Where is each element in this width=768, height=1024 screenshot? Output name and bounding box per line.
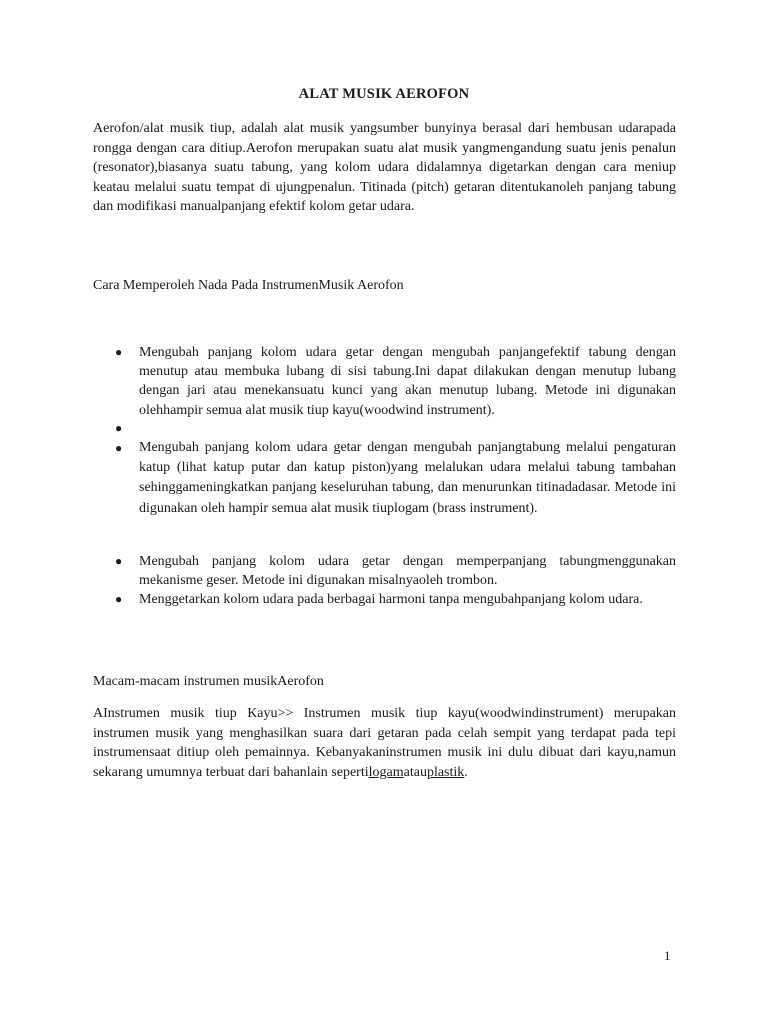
list-item [113, 552, 676, 590]
document-title: ALAT MUSIK AEROFON [298, 86, 470, 102]
sentence-period: . [464, 764, 468, 780]
section-heading-cara-memperoleh-nada: Cara Memperoleh Nada Pada InstrumenMusik Aerofon [93, 278, 404, 293]
bullet-text: Mengubah panjang kolom udara getar dengan mengubah panjangtabung melalui pengaturan katup (lihat katup putar dan katup piston)yang melalukan udara melalui tabung tambahan sehinggameningkatkan panjang keseluruhan tabung, dan menurunkan titinadadasar. Metode ini digunakan oleh hampir semua alat musik tiuplogam (brass instrument). [139, 440, 676, 516]
woodwind-paragraph-text: AInstrumen musik tiup Kayu>> Instrumen musik tiup kayu(woodwindinstrument) merupakan instrumen musik yang menghasilkan suara dari getaran pada celah sempit yang terdapat pada tepi instrumensaat ditiup oleh pemainnya. Kebanyakaninstrumen musik ini dulu dibuat dari kayu,namun sekarang umumnya terbuat dari bahanlain seperti [93, 706, 676, 780]
intro-paragraph: Aerofon/alat musik tiup, adalah alat musik yangsumber bunyinya berasal dari hembusan udarapada rongga dengan cara ditiup.Aerofon merupakan suatu alat musik yangmengandung suatu jenis penalun (resonator),biasanya suatu tabung, yang kolom udara didalamnya digetarkan dengan cara meniup keatau melalui suatu tempat di ujungpenalun. Titinada (pitch) getaran ditentukanoleh panjang tabung dan modifikasi manualpanjang efektif kolom getar udara. [93, 121, 676, 215]
bullet-icon: ● [115, 441, 123, 455]
bullet-list-3 [113, 552, 676, 590]
bullet-icon: ● [115, 421, 123, 435]
list-item [113, 438, 676, 519]
bullet-list-2 [113, 438, 676, 519]
bullet-text: Menggetarkan kolom udara pada berbagai harmoni tanpa mengubahpanjang kolom udara. [139, 592, 643, 607]
bullet-icon: ● [115, 554, 123, 568]
bullet-text: Mengubah panjang kolom udara getar dengan mengubah panjangefektif tabung dengan menutup atau membuka lubang di sisi tabung.Ini dapat dilakukan dengan menutup lubang dengan jari atau menekansuatu kunci yang akan menutup lubang. Metode ini digunakan olehhampir semua alat musik tiup kayu(woodwind instrument). [139, 345, 676, 418]
section-heading-macam-instrumen: Macam-macam instrumen musikAerofon [93, 674, 324, 689]
list-item [113, 343, 676, 420]
list-item [113, 590, 676, 609]
woodwind-paragraph [93, 704, 676, 782]
bullet-text: Mengubah panjang kolom udara getar dengan memperpanjang tabungmenggunakan mekanisme geser. Metode ini digunakan misalnyaoleh trombon. [139, 554, 676, 589]
word-atau: atau [403, 764, 427, 780]
link-logam[interactable]: logam [368, 764, 404, 780]
bullet-icon: ● [115, 345, 123, 359]
bullet-list-1 [113, 343, 676, 420]
bullet-list-4 [113, 590, 676, 609]
link-plastik[interactable]: plastik [426, 764, 465, 780]
page-number: 1 [664, 948, 671, 963]
bullet-icon: ● [115, 592, 123, 606]
